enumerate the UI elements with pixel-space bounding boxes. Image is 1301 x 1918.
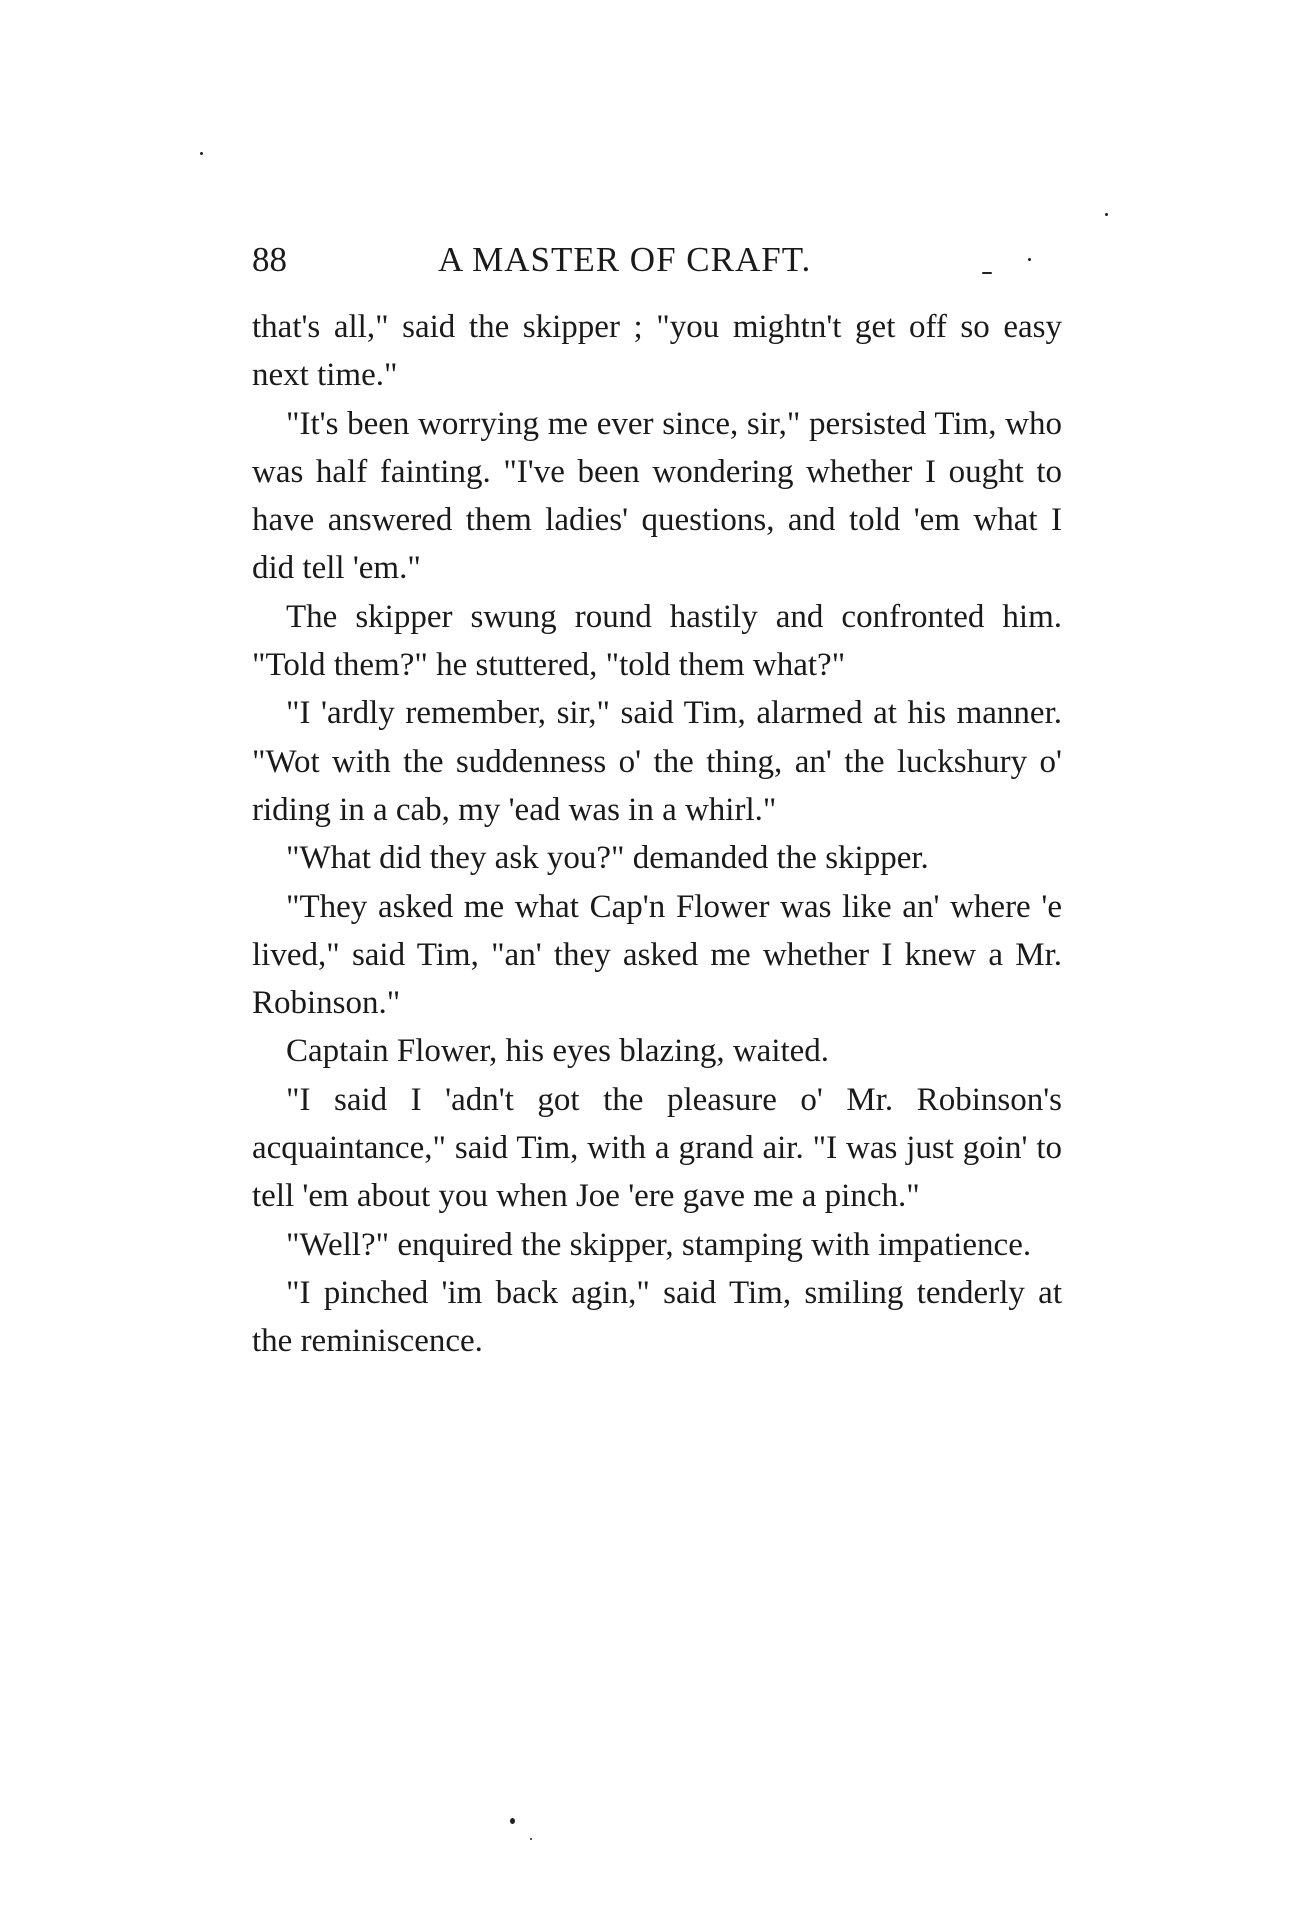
scan-speck bbox=[200, 152, 203, 155]
paragraph: "Well?" enquired the skipper, stamping with impatience. bbox=[286, 1226, 1032, 1263]
scan-speck bbox=[982, 272, 992, 274]
scan-speck bbox=[530, 1838, 532, 1840]
body-text bbox=[252, 303, 1062, 1366]
scan-speck bbox=[1105, 213, 1108, 216]
running-title: A MASTER OF CRAFT. bbox=[438, 240, 812, 279]
paragraph: "I 'ardly remember, sir," said Tim, alarmed at his manner. "Wot with the suddenness o' the thing, an' the luckshury o' riding in a cab, my 'ead was in a whirl." bbox=[252, 695, 1062, 828]
paragraph: that's all," said the skipper ; "you mightn't get off so easy next time." bbox=[252, 309, 1062, 394]
paragraph: "They asked me what Cap'n Flower was like an' where 'e lived," said Tim, "an' they asked me whether I knew a Mr. Robinson." bbox=[252, 888, 1062, 1022]
page-header bbox=[252, 238, 1062, 282]
paragraph: "I said I 'adn't got the pleasure o' Mr. Robinson's acquaintance," said Tim, with a grand air. "I was just goin' to tell 'em about you when Joe 'ere gave me a pinch." bbox=[252, 1081, 1062, 1215]
paragraph: "What did they ask you?" demanded the skipper. bbox=[286, 840, 929, 877]
scan-speck bbox=[1028, 258, 1031, 261]
paragraph: The skipper swung round hastily and confronted him. "Told them?" he stuttered, "told them what?" bbox=[252, 598, 1062, 684]
scan-speck bbox=[510, 1818, 515, 1824]
paragraph: "It's been worrying me ever since, sir," persisted Tim, who was half fainting. "I've been wondering whether I ought to have answered them ladies' questions, and told 'em what I did tell 'em." bbox=[252, 405, 1062, 587]
paragraph: Captain Flower, his eyes blazing, waited. bbox=[286, 1033, 830, 1070]
page-number: 88 bbox=[252, 240, 287, 279]
paragraph: "I pinched 'im back agin," said Tim, smiling tenderly at the reminiscence. bbox=[252, 1274, 1062, 1360]
